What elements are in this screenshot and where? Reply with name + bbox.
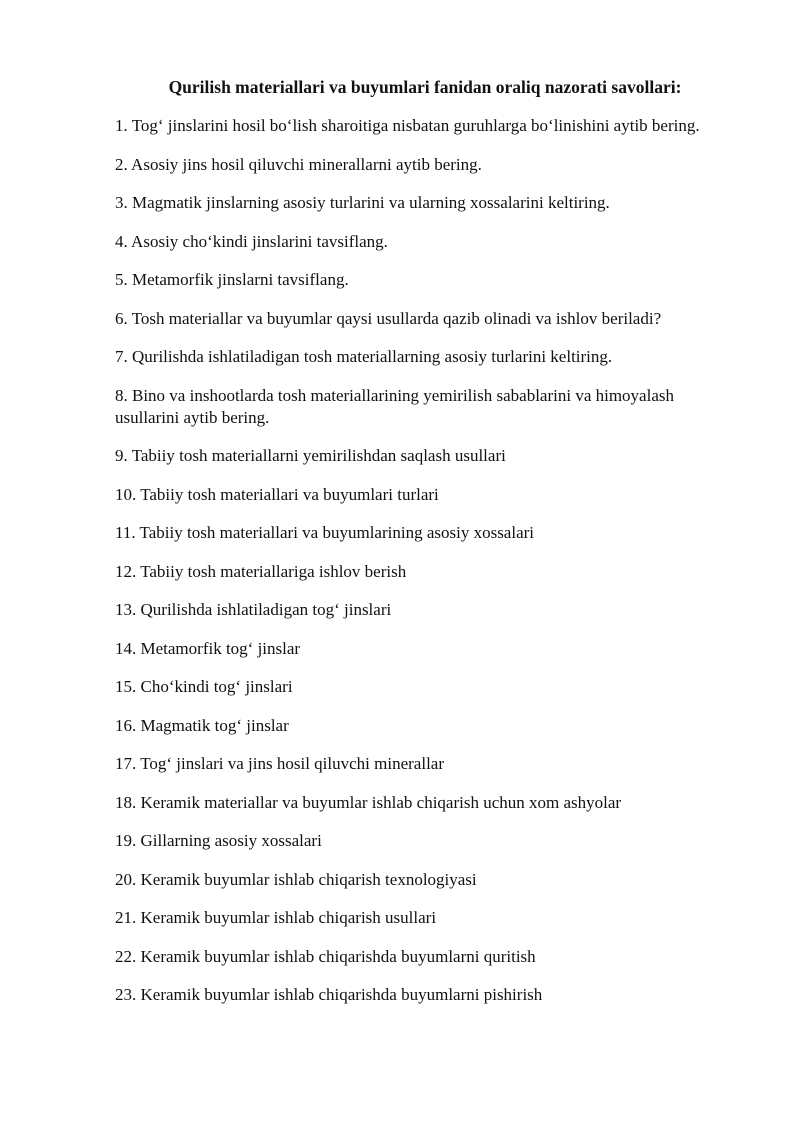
question-item: 4. Asosiy cho‘kindi jinslarini tavsiflang. [115, 231, 388, 251]
question-item: 13. Qurilishda ishlatiladigan tog‘ jinslari [115, 600, 392, 619]
question-item: 19. Gillarning asosiy xossalari [115, 831, 322, 850]
question-item: 2. Asosiy jins hosil qiluvchi minerallarni aytib bering. [115, 154, 482, 174]
question-item: 3. Magmatik jinslarning asosiy turlarini va ularning xossalarini keltiring. [115, 193, 610, 212]
question-item: 6. Tosh materiallar va buyumlar qaysi usullarda qazib olinadi va ishlov beriladi? [115, 308, 662, 328]
question-item: 17. Tog‘ jinslari va jins hosil qiluvchi minerallar [115, 754, 445, 773]
question-item: 5. Metamorfik jinslarni tavsiflang. [115, 270, 349, 289]
question-item: 18. Keramik materiallar va buyumlar ishlab chiqarish uchun xom ashyolar [115, 792, 622, 812]
question-item: 15. Cho‘kindi tog‘ jinslari [115, 677, 293, 696]
question-item: 21. Keramik buyumlar ishlab chiqarish usullari [115, 908, 437, 927]
document-title: Qurilish materiallari va buyumlari fanidan oraliq nazorati savollari: [168, 77, 682, 97]
question-item: 16. Magmatik tog‘ jinslar [115, 715, 289, 735]
question-item: 22. Keramik buyumlar ishlab chiqarishda buyumlarni quritish [115, 946, 536, 966]
question-item: 8. Bino va inshootlarda tosh materiallarining yemirilish sabablarini va himoyalash usullarini aytib bering. [115, 385, 674, 427]
question-item: 10. Tabiiy tosh materiallari va buyumlari turlari [115, 484, 439, 504]
question-item: 9. Tabiiy tosh materiallarni yemirilishdan saqlash usullari [115, 446, 506, 465]
question-item: 20. Keramik buyumlar ishlab chiqarish texnologiyasi [115, 869, 477, 889]
question-item: 23. Keramik buyumlar ishlab chiqarishda buyumlarni pishirish [115, 985, 543, 1004]
question-item: 7. Qurilishda ishlatiladigan tosh materiallarning asosiy turlarini keltiring. [115, 347, 613, 366]
question-item: 12. Tabiiy tosh materiallariga ishlov berish [115, 561, 407, 581]
question-item: 1. Tog‘ jinslarini hosil bo‘lish sharoitiga nisbatan guruhlarga bo‘linishini aytib bering. [115, 116, 700, 135]
question-item: 11. Tabiiy tosh materiallari va buyumlarining asosiy xossalari [115, 523, 535, 542]
question-list [115, 115, 740, 1023]
question-item: 14. Metamorfik tog‘ jinslar [115, 638, 301, 658]
